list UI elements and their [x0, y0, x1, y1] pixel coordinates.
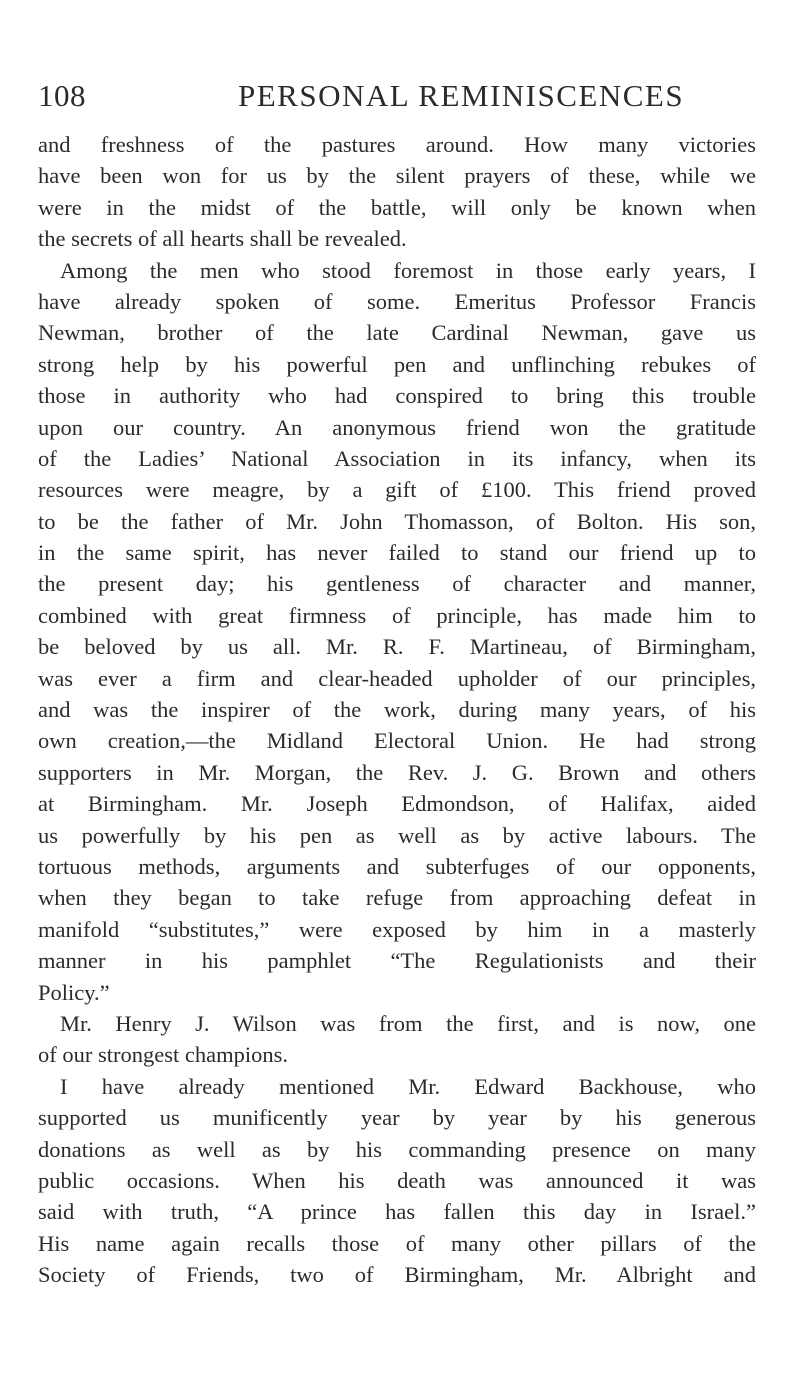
text-line: combined with great firmness of principle, has made him to: [38, 602, 756, 628]
text-line: and was the inspirer of the work, during many years, of his: [38, 697, 756, 723]
text-line: His name again recalls those of many other pillars of the: [38, 1230, 756, 1256]
page-number: 108: [38, 78, 86, 113]
text-line: of the Ladies’ National Association in its infancy, when its: [38, 445, 756, 471]
text-line: donations as well as by his commanding presence on many: [38, 1136, 756, 1162]
page-header: [38, 78, 756, 118]
text-line: the present day; his gentleness of character and manner,: [38, 571, 756, 597]
running-title: PERSONAL REMINISCENCES: [238, 78, 685, 113]
text-line: strong help by his powerful pen and unflinching rebukes of: [38, 351, 756, 377]
text-line: public occasions. When his death was announced it was: [38, 1167, 756, 1193]
text-line: of our strongest champions.: [38, 1042, 288, 1068]
text-line: have been won for us by the silent prayers of these, while we: [38, 163, 756, 189]
text-line: manifold “substitutes,” were exposed by him in a masterly: [38, 916, 756, 942]
text-line: those in authority who had conspired to bring this trouble: [38, 383, 756, 409]
text-line: have already spoken of some. Emeritus Professor Francis: [38, 288, 756, 314]
text-line: upon our country. An anonymous friend won the gratitude: [38, 414, 756, 440]
text-line: Mr. Henry J. Wilson was from the first, and is now, one: [60, 1010, 756, 1036]
text-line: own creation,—the Midland Electoral Union. He had strong: [38, 728, 756, 754]
text-line: the secrets of all hearts shall be revealed.: [38, 226, 407, 252]
text-line: be beloved by us all. Mr. R. F. Martineau, of Birmingham,: [38, 634, 756, 660]
text-line: tortuous methods, arguments and subterfuges of our opponents,: [38, 853, 756, 879]
text-line: Policy.”: [38, 979, 110, 1005]
text-line: was ever a firm and clear-headed upholder of our principles,: [38, 665, 756, 691]
body-text: [38, 129, 756, 1290]
text-line: Society of Friends, two of Birmingham, Mr. Albright and: [38, 1262, 756, 1288]
text-line: Newman, brother of the late Cardinal Newman, gave us: [38, 320, 756, 346]
text-line: to be the father of Mr. John Thomasson, of Bolton. His son,: [38, 508, 756, 534]
text-line: resources were meagre, by a gift of £100. This friend proved: [38, 477, 756, 503]
text-line: at Birmingham. Mr. Joseph Edmondson, of Halifax, aided: [38, 791, 756, 817]
text-line: were in the midst of the battle, will only be known when: [38, 194, 756, 220]
text-line: I have already mentioned Mr. Edward Backhouse, who: [60, 1073, 756, 1099]
text-line: said with truth, “A prince has fallen this day in Israel.”: [38, 1199, 756, 1225]
text-line: supported us munificently year by year by his generous: [38, 1105, 756, 1131]
text-line: when they began to take refuge from approaching defeat in: [38, 885, 756, 911]
text-line: in the same spirit, has never failed to stand our friend up to: [38, 540, 756, 566]
text-line: Among the men who stood foremost in those early years, I: [60, 257, 756, 283]
text-line: us powerfully by his pen as well as by active labours. The: [38, 822, 756, 848]
text-line: supporters in Mr. Morgan, the Rev. J. G. Brown and others: [38, 759, 756, 785]
text-line: manner in his pamphlet “The Regulationists and their: [38, 948, 756, 974]
text-line: and freshness of the pastures around. How many victories: [38, 132, 756, 157]
